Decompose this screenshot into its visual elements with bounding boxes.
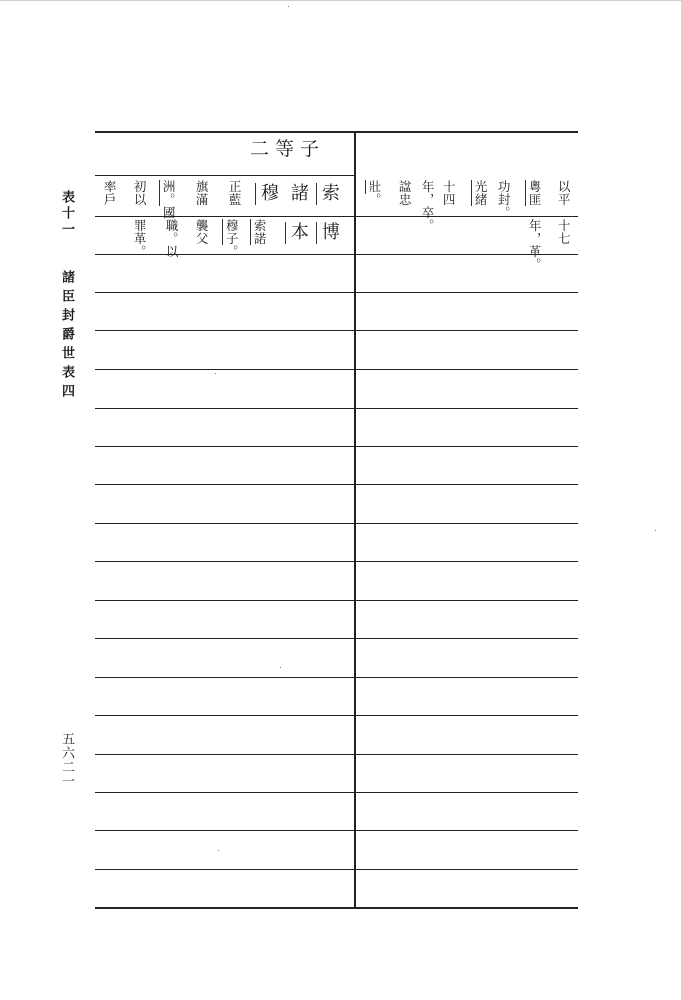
person-name-char: 索 (318, 183, 340, 201)
row-rule (95, 792, 578, 793)
biography-note: 年，卒。 (420, 180, 436, 232)
table-top-rule (95, 131, 578, 133)
row-rule (95, 869, 578, 870)
name-mark (285, 222, 286, 244)
row-rule (95, 715, 578, 716)
biography-note: 正藍 (227, 180, 243, 206)
table-center-rule (354, 131, 356, 907)
person-name-char: 博 (318, 222, 340, 240)
biography-note: 諡忠 (397, 180, 413, 206)
row-rule (95, 446, 578, 447)
table-title: 諸臣封爵世表四 (59, 270, 74, 403)
name-mark (159, 180, 160, 206)
row-rule (95, 677, 578, 678)
row-rule (95, 523, 578, 524)
print-speck (218, 850, 219, 851)
row-rule (95, 330, 578, 331)
name-mark (250, 219, 251, 245)
rank-title: 二等子 (250, 138, 326, 160)
biography-note: 壯。 (367, 180, 383, 206)
name-mark (316, 183, 317, 205)
biography-note: 穆子。 (224, 219, 240, 258)
biography-note: 功封。 (496, 180, 512, 219)
biography-note: 襲父 (194, 219, 210, 245)
title-row-rule (95, 175, 355, 176)
row-rule (95, 292, 578, 293)
print-speck (655, 530, 656, 531)
page-number: 五六二一 (59, 732, 74, 788)
row-rule (95, 369, 578, 370)
biography-note: 年，革。 (527, 219, 543, 271)
row-rule (95, 408, 578, 409)
print-speck (280, 667, 281, 668)
biography-note: 初以 (132, 180, 148, 206)
print-speck (288, 6, 289, 7)
row-rule (95, 830, 578, 831)
row-rule (95, 638, 578, 639)
row-rule (95, 754, 578, 755)
person-name-char: 穆 (257, 183, 279, 201)
biography-note: 粵匪 (527, 180, 543, 206)
row-rule (95, 561, 578, 562)
page-top-edge (0, 0, 681, 1)
name-mark (525, 180, 526, 206)
biography-note: 率戶 (102, 180, 118, 206)
table-number: 表十一 (59, 190, 74, 238)
biography-note: 光緒 (473, 180, 489, 206)
name-mark (222, 219, 223, 245)
biography-note: 罪革。 (132, 219, 148, 258)
biography-note: 洲。國 (161, 180, 177, 219)
biography-note: 索諾 (252, 219, 268, 245)
row-rule (95, 484, 578, 485)
name-mark (316, 222, 317, 244)
person-name-char: 諸 (287, 183, 309, 201)
name-mark (471, 180, 472, 206)
biography-note: 十四 (441, 180, 457, 206)
table-bottom-rule (95, 907, 578, 909)
row-rule (95, 600, 578, 601)
biography-note: 以平 (556, 180, 572, 206)
print-speck (215, 373, 216, 374)
biography-note: 職。以 (164, 219, 180, 258)
biography-note: 旗滿 (194, 180, 210, 206)
name-mark (255, 183, 256, 205)
person-name-char: 本 (287, 222, 309, 240)
name-mark (365, 180, 366, 194)
biography-note: 十七 (556, 219, 572, 245)
